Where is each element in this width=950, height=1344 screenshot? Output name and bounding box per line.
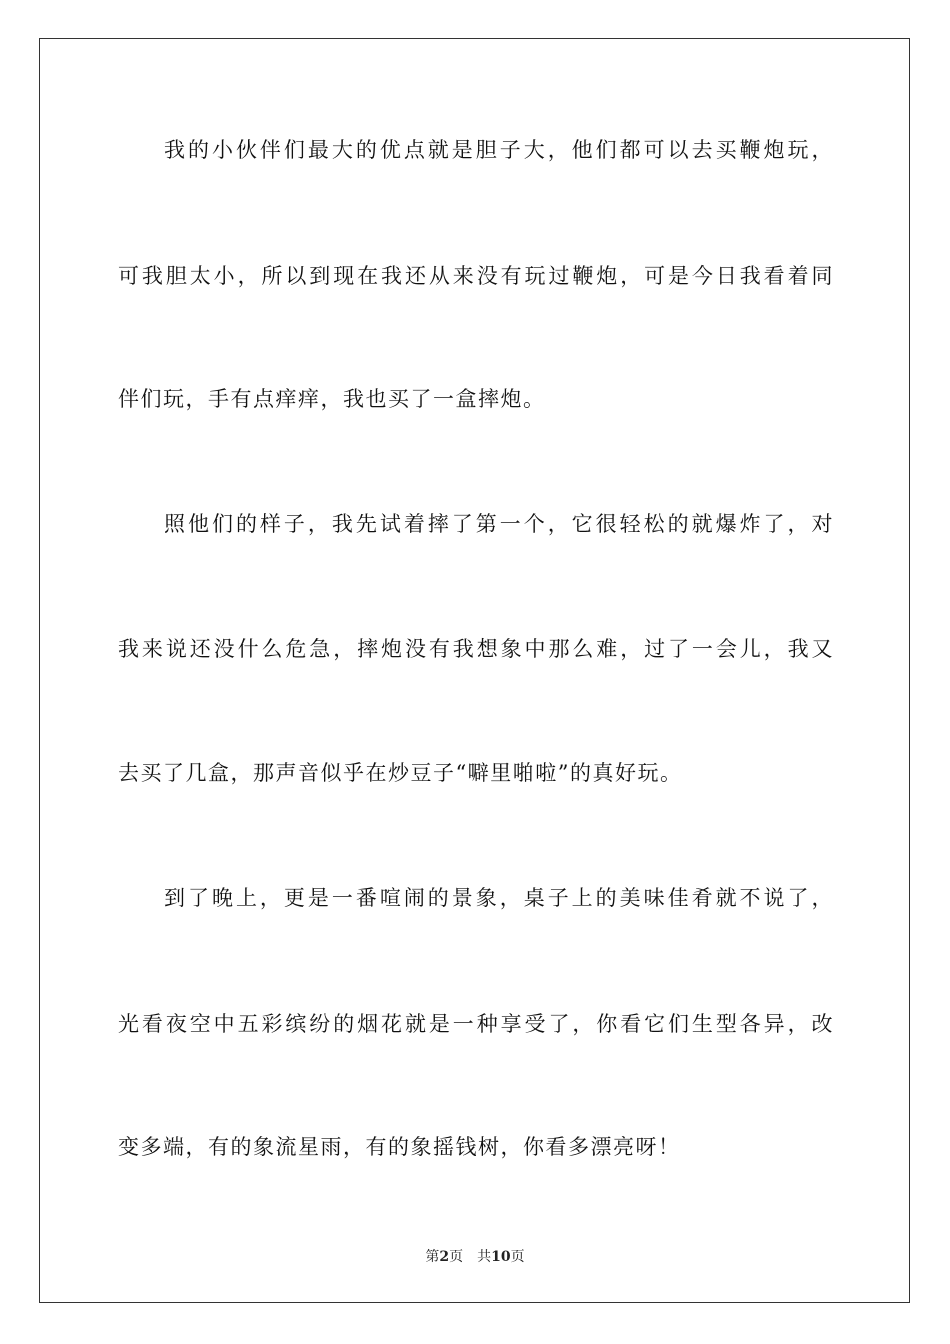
total-page-count: 10 — [491, 1249, 511, 1265]
current-page-number: 2 — [439, 1249, 450, 1265]
paragraph-3-line-3: 变多端，有的象流星雨，有的象摇钱树，你看多漂亮呀！ — [118, 1135, 681, 1159]
total-label-prefix: 共 — [477, 1249, 492, 1265]
total-label-suffix: 页 — [510, 1249, 525, 1265]
paragraph-1-line-1: 我的小伙伴们最大的优点就是胆子大，他们都可以去买鞭炮玩， — [164, 138, 834, 162]
paragraph-3-line-2: 光看夜空中五彩缤纷的烟花就是一种享受了，你看它们生型各异，改 — [118, 1012, 834, 1036]
paragraph-2-line-1: 照他们的样子，我先试着摔了第一个，它很轻松的就爆炸了，对 — [164, 512, 834, 536]
page-label-suffix: 页 — [449, 1249, 464, 1265]
page-label-prefix: 第 — [425, 1249, 440, 1265]
paragraph-3-line-1: 到了晚上，更是一番喧闹的景象，桌子上的美味佳肴就不说了， — [164, 886, 834, 910]
paragraph-1-line-3: 伴们玩，手有点痒痒，我也买了一盒摔炮。 — [118, 387, 546, 411]
page-footer — [0, 1248, 950, 1266]
paragraph-2-line-3: 去买了几盒，那声音似乎在炒豆子“噼里啪啦”的真好玩。 — [118, 761, 683, 785]
page-border — [39, 38, 910, 1303]
paragraph-2-line-2: 我来说还没什么危急，摔炮没有我想象中那么难，过了一会儿，我又 — [118, 637, 834, 661]
paragraph-1-line-2: 可我胆太小，所以到现在我还从来没有玩过鞭炮，可是今日我看着同 — [118, 264, 834, 288]
